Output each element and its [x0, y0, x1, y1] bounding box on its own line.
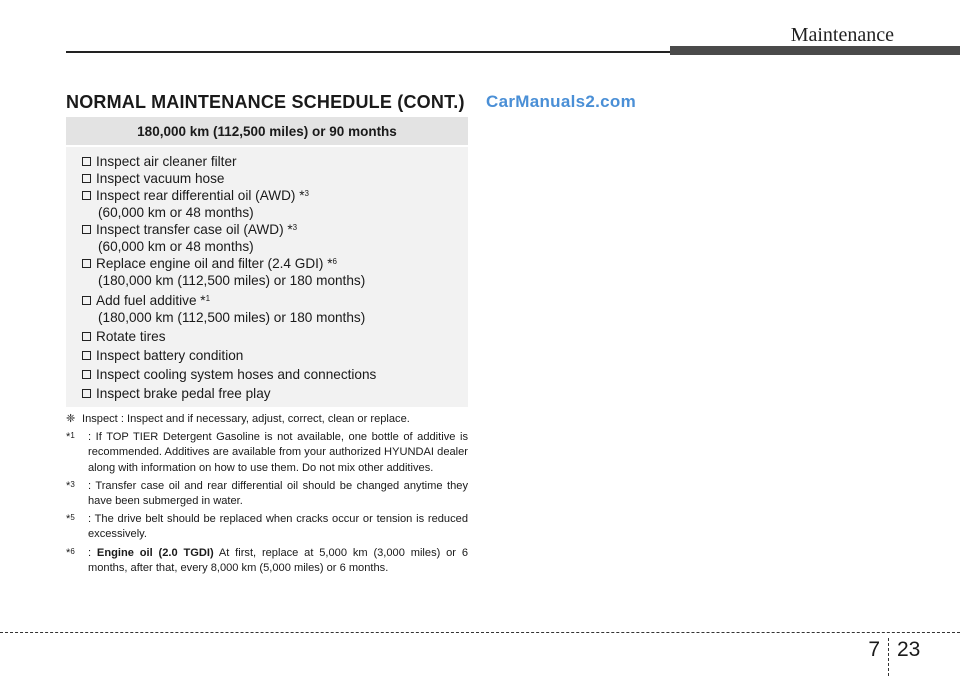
checkbox-icon — [82, 351, 91, 360]
footer-rule — [0, 632, 960, 633]
watermark-link[interactable]: CarManuals2.com — [486, 92, 636, 111]
list-item — [82, 292, 462, 326]
item-label: Inspect vacuum hose — [96, 171, 225, 186]
footnotes — [66, 412, 468, 579]
header-rule — [66, 51, 670, 53]
checkbox-icon — [82, 191, 91, 200]
schedule-items-panel — [66, 147, 468, 407]
inspect-note-text: Inspect : Inspect and if necessary, adjust, correct, clean or replace. — [82, 413, 410, 425]
footnote-body: At first, replace at 5,000 km (3,000 miles) or 6 months, after that, every 8,000 km (5,000 miles) or 6 months. — [88, 546, 468, 574]
page-number-value: 23 — [897, 638, 921, 661]
schedule-interval-header: 180,000 km (112,500 miles) or 90 months — [66, 117, 468, 145]
footnote-mark: *$^1$ — [66, 431, 75, 444]
checkbox-icon — [82, 332, 91, 341]
page-heading: NORMAL MAINTENANCE SCHEDULE (CONT.) — [66, 92, 465, 112]
footnote-text: : Transfer case oil and rear differential oil should be changed anytime they have been submerged in water. — [88, 479, 468, 508]
inspect-note — [66, 412, 468, 427]
header-bar — [670, 46, 960, 55]
footnote-ref: 1 — [205, 294, 211, 303]
footnote-text: : The drive belt should be replaced when cracks occur or tension is reduced excessively. — [88, 513, 468, 541]
item-label: Add fuel additive * — [96, 293, 206, 308]
item-label: Inspect rear differential oil (AWD) * — [96, 188, 305, 203]
item-detail: (60,000 km or 48 months) — [98, 239, 254, 254]
item-detail: (60,000 km or 48 months) — [98, 205, 254, 220]
list-item — [82, 366, 462, 383]
item-detail: (180,000 km (112,500 miles) or 180 months) — [98, 273, 366, 288]
footnote-mark: *$^3$ — [66, 479, 75, 492]
footnote-ref: 3 — [304, 189, 309, 198]
list-item — [82, 385, 462, 402]
checkbox-icon — [82, 174, 91, 183]
footnote-6 — [66, 546, 468, 576]
footnote-ref: 6 — [332, 257, 337, 266]
checkbox-icon — [82, 259, 91, 268]
item-label: Inspect transfer case oil (AWD) * — [96, 222, 293, 237]
checkbox-icon — [82, 157, 91, 166]
footnote-text: : If TOP TIER Detergent Gasoline is not available, one bottle of additive is recommended. Additives are available from your authorized HYUNDAI dealer along with information on how to use them. Do not mix other additives. — [88, 431, 468, 474]
checkbox-icon — [82, 225, 91, 234]
footnote-3 — [66, 479, 468, 509]
item-label: Replace engine oil and filter (2.4 GDI) * — [96, 256, 333, 271]
item-label: Inspect cooling system hoses and connections — [96, 367, 377, 382]
item-detail: (180,000 km (112,500 miles) or 180 months) — [98, 310, 366, 325]
footnote-mark: *$^5$ — [66, 513, 75, 526]
footnote-bold-label: Engine oil (2.0 TGDI) — [96, 546, 214, 559]
list-item — [82, 347, 462, 364]
asterisk-icon: ❈ — [66, 413, 76, 425]
section-title: Maintenance — [790, 24, 894, 46]
footnote-text: : Engine oil (2.0 TGDI) At first, replace at 5,000 km (3,000 miles) or 6 months, after that, every 8,000 km (5,000 miles) or 6 months. — [88, 546, 468, 574]
list-item — [82, 328, 462, 345]
page-number — [850, 638, 950, 676]
item-label: Inspect brake pedal free play — [96, 386, 271, 401]
footnote-mark: *$^6$ — [66, 546, 75, 559]
list-item — [82, 187, 462, 221]
list-item — [82, 221, 462, 255]
list-item — [82, 255, 462, 289]
footnote-ref: 3 — [292, 223, 298, 232]
chapter-number: 7 — [868, 638, 880, 661]
item-label: Inspect air cleaner filter — [96, 154, 237, 169]
checkbox-icon — [82, 296, 91, 305]
list-item — [82, 153, 462, 170]
checkbox-icon — [82, 370, 91, 379]
footnote-1 — [66, 430, 468, 476]
item-label: Rotate tires — [96, 329, 166, 344]
item-label: Inspect battery condition — [96, 348, 244, 363]
checkbox-icon — [82, 389, 91, 398]
list-item — [82, 170, 462, 187]
footnote-5 — [66, 512, 468, 542]
